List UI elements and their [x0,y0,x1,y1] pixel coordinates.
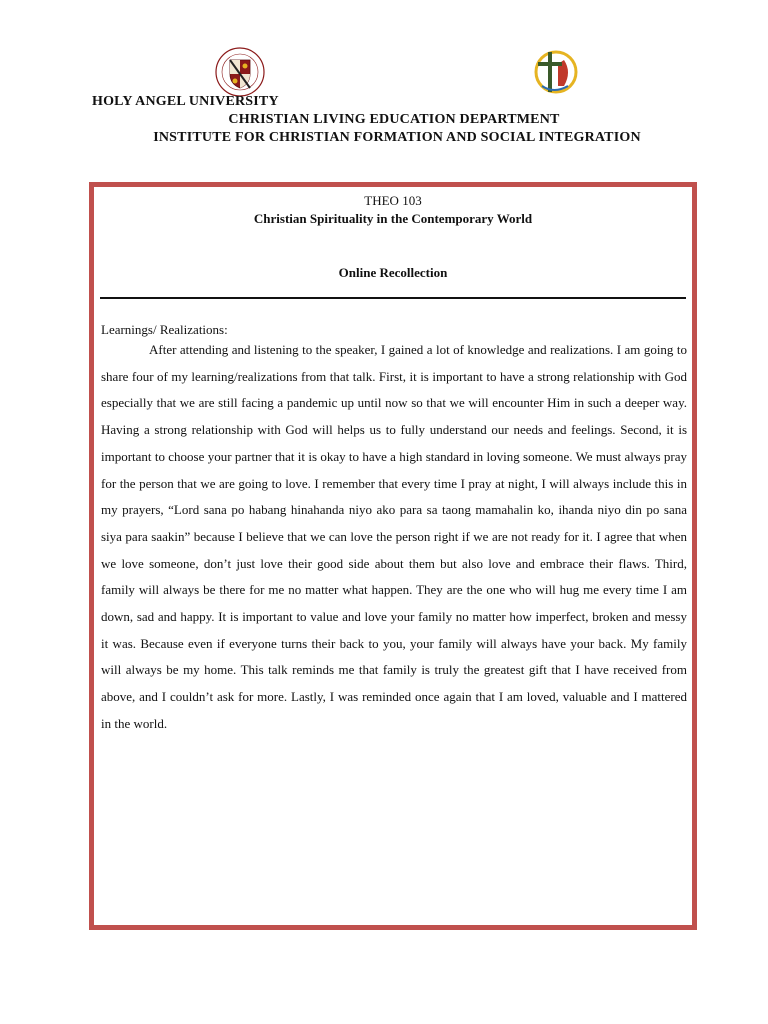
section-label: Learnings/ Realizations: [101,322,228,337]
course-code: THEO 103 [364,193,422,208]
course-title: Christian Spirituality in the Contemporary World [253,211,533,226]
department-name: CHRISTIAN LIVING EDUCATION DEPARTMENT [228,112,560,127]
cross-emblem-icon [528,46,580,98]
divider-line [100,297,686,299]
document-frame [89,182,697,930]
university-seal-icon [212,46,268,98]
reflection-body: After attending and listening to the speaker, I gained a lot of knowledge and realizations. I am going to share four of my learning/realizations from that talk. First, it is important to have a strong relationship with God especially that we are still facing a pandemic up until now so that we will encounter Him in such a deeper way. Having a strong relationship with God will helps us to fully understand our needs and feelings. Second, it is important to choose your partner that it is okay to have a high standard in loving someone. We must always pray for the person that we are going to love. I remember that every time I pray at night, I will always include this in my prayers, “Lord sana po habang hinahanda niyo ako para sa taong mamahalin ko, ihanda niyo din po sana siya para saakin” because I believe that we can love the person right if we are not ready for it. I agree that when we love someone, don’t just love their good side about them but also love and embrace their flaws. Third, family will always be there for me no matter what happen. They are the one who will hug me every time I am down, sad and happy. It is important to value and love your family no matter how imperfect, broken and messy it was. Because even if everyone turns their back to you, your family will always have your back. My family will always be my home. This talk reminds me that family is truly the greatest gift that I have received from above, and I couldn’t ask for more. Lastly, I was reminded once again that I am loved, valuable and I mattered in the world. [101,342,687,731]
institute-name: INSTITUTE FOR CHRISTIAN FORMATION AND SOCIAL INTEGRATION [153,130,641,145]
university-name: HOLY ANGEL UNIVERSITY [92,94,279,109]
activity-title: Online Recollection [338,265,448,280]
